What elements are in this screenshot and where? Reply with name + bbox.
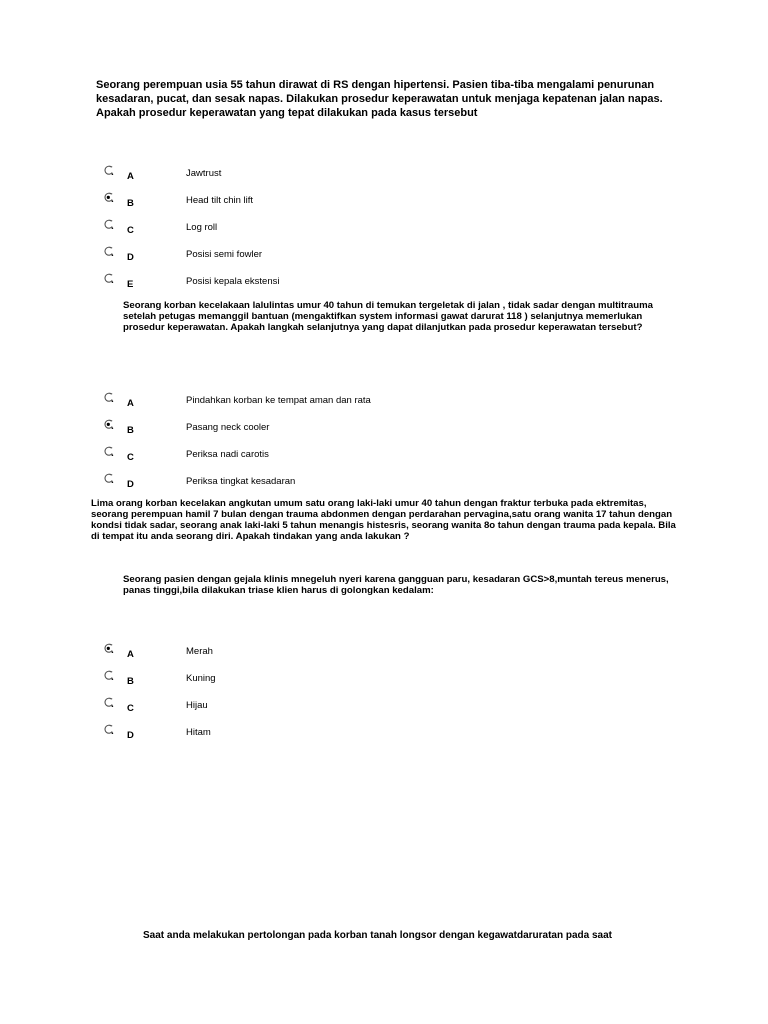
option-letter: B <box>127 425 134 436</box>
option-text: Periksa tingkat kesadaran <box>186 476 296 487</box>
q1-option-a[interactable] <box>103 165 523 189</box>
q1-option-c[interactable] <box>103 219 523 243</box>
q1-option-d[interactable] <box>103 246 523 270</box>
q2-option-d[interactable] <box>103 473 523 497</box>
option-text: Log roll <box>186 222 218 233</box>
q4-option-c[interactable] <box>103 697 523 721</box>
radio-button-icon[interactable] <box>103 419 114 430</box>
option-letter: C <box>127 452 134 463</box>
q4-option-a[interactable] <box>103 643 523 667</box>
option-letter: A <box>127 649 134 660</box>
option-text: Jawtrust <box>186 168 222 179</box>
q1-option-b[interactable] <box>103 192 523 216</box>
q1-option-e[interactable] <box>103 273 523 297</box>
question-1-text: Seorang perempuan usia 55 tahun dirawat di RS dengan hipertensi. Pasien tiba-tiba mengalami penurunan kesadaran, pucat, dan sesak napas. Dilakukan prosedur keperawatan untuk menjaga kepatenan jalan napas. Apakah prosedur keperawatan yang tepat dilakukan pada kasus tersebut <box>96 79 663 119</box>
radio-button-icon[interactable] <box>103 446 114 457</box>
radio-button-icon[interactable] <box>103 473 114 484</box>
option-letter: D <box>127 730 134 741</box>
option-text: Pindahkan korban ke tempat aman dan rata <box>186 395 371 406</box>
radio-button-icon[interactable] <box>103 192 114 203</box>
option-text: Head tilt chin lift <box>186 195 254 206</box>
radio-button-icon[interactable] <box>103 246 114 257</box>
option-letter: C <box>127 225 134 236</box>
option-letter: D <box>127 479 134 490</box>
question-2-text: Seorang korban kecelakaan lalulintas umur 40 tahun di temukan tergeletak di jalan , tidak sadar dengan multitrauma setelah petugas memanggil bantuan (mengaktifkan system informasi gawat darurat 118 ) selanjutnya memerlukan prosedur keperawatan. Apakah langkah selanjutnya yang dapat dilanjutkan pada prosedur keperawatan tersebut? <box>123 300 653 333</box>
q4-option-b[interactable] <box>103 670 523 694</box>
option-text: Hijau <box>186 700 208 711</box>
option-letter: B <box>127 198 134 209</box>
q2-option-c[interactable] <box>103 446 523 470</box>
option-letter: D <box>127 252 134 263</box>
radio-button-icon[interactable] <box>103 670 114 681</box>
radio-button-icon[interactable] <box>103 724 114 735</box>
option-text: Merah <box>186 646 213 657</box>
radio-button-icon[interactable] <box>103 643 114 654</box>
radio-button-icon[interactable] <box>103 392 114 403</box>
option-letter: B <box>127 676 134 687</box>
option-letter: C <box>127 703 134 714</box>
radio-button-icon[interactable] <box>103 273 114 284</box>
question-3-text: Lima orang korban kecelakan angkutan umum satu orang laki-laki umur 40 tahun dengan fraktur terbuka pada ektremitas, seorang perempuan hamil 7 bulan dengan trauma abdonmen dengan perdarahan pervagina,satu orang wanita 17 tahun dengan kondsi tidak sadar, seorang anak laki-laki 5 tahun menangis histesris, seorang wanita 8o tahun dengan trauma pada kepala. Bila di tempat itu anda seorang diri. Apakah tindakan yang anda lakukan ? <box>91 498 676 542</box>
q4-option-d[interactable] <box>103 724 523 748</box>
radio-button-icon[interactable] <box>103 165 114 176</box>
option-text: Pasang neck cooler <box>186 422 270 433</box>
q2-option-a[interactable] <box>103 392 523 416</box>
radio-button-icon[interactable] <box>103 697 114 708</box>
option-text: Periksa nadi carotis <box>186 449 269 460</box>
option-letter: E <box>127 279 134 290</box>
option-text: Hitam <box>186 727 211 738</box>
question-5-text: Saat anda melakukan pertolongan pada korban tanah longsor dengan kegawatdaruratan pada saat <box>143 930 613 941</box>
option-text: Posisi kepala ekstensi <box>186 276 280 287</box>
option-text: Kuning <box>186 673 216 684</box>
radio-button-icon[interactable] <box>103 219 114 230</box>
option-letter: A <box>127 171 134 182</box>
option-letter: A <box>127 398 134 409</box>
question-4-text: Seorang pasien dengan gejala klinis mnegeluh nyeri karena gangguan paru, kesadaran GCS>8,muntah tereus menerus, panas tinggi,bila dilakukan triase klien harus di golongkan kedalam: <box>123 574 669 596</box>
option-text: Posisi semi fowler <box>186 249 263 260</box>
q2-option-b[interactable] <box>103 419 523 443</box>
